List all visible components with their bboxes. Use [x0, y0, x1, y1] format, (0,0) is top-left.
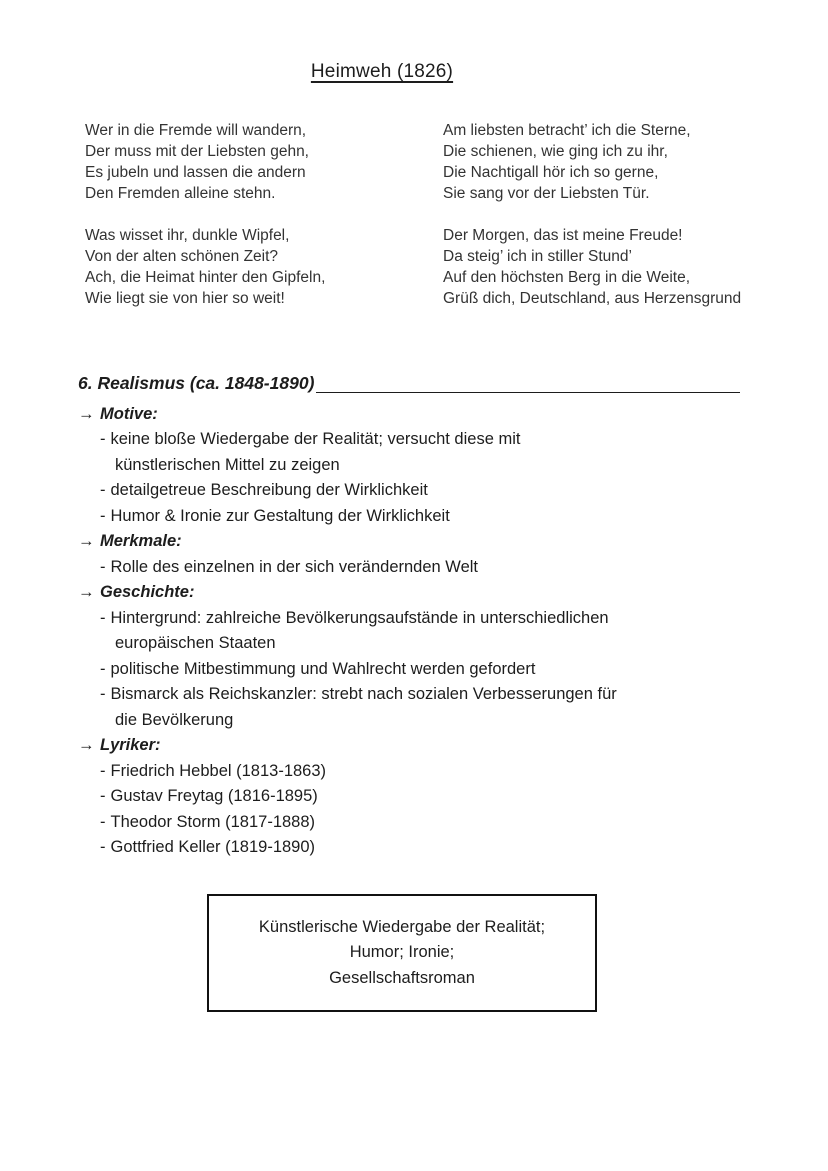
- title-wrap: [0, 0, 828, 83]
- point-text: Theodor Storm (1817-1888): [110, 812, 316, 831]
- dash-marker: -: [100, 838, 106, 856]
- heading-underline: [316, 371, 740, 393]
- section-item-lyriker: [78, 733, 740, 861]
- item-label-row: [78, 402, 740, 428]
- section-heading: 6. Realismus (ca. 1848-1890): [78, 373, 315, 393]
- poem-stanza: [85, 120, 443, 204]
- poem-line: Den Fremden alleine stehn.: [85, 185, 276, 202]
- point-text: Gustav Freytag (1816-1895): [110, 787, 318, 805]
- section-heading-row: [78, 371, 740, 397]
- poem: [0, 120, 828, 309]
- bullet-point: [78, 504, 740, 530]
- item-label: Merkmale:: [100, 532, 182, 550]
- poem-column-right: [443, 120, 828, 309]
- bullet-point: [78, 682, 740, 708]
- section-item-motive: [78, 402, 740, 530]
- bullet-point-continuation: [78, 453, 740, 479]
- arrow-right-icon: →: [78, 736, 95, 754]
- item-label-row: [78, 580, 740, 606]
- summary-line: Humor; Ironie;: [349, 943, 455, 961]
- bullet-point: [78, 759, 740, 785]
- dash-marker: -: [100, 430, 106, 448]
- point-text: Gottfried Keller (1819-1890): [110, 838, 316, 856]
- bullet-point-continuation: [78, 631, 740, 657]
- poem-stanza: [443, 225, 828, 309]
- poem-column-left: [85, 120, 443, 309]
- point-text: die Bevölkerung: [115, 710, 234, 729]
- item-label-row: [78, 733, 740, 759]
- point-text: detailgetreue Beschreibung der Wirklichkeit: [110, 481, 428, 499]
- arrow-right-icon: →: [78, 583, 95, 601]
- poem-line: Da steig’ ich in stiller Stund’: [443, 248, 632, 265]
- dash-marker: -: [100, 506, 106, 525]
- dash-marker: -: [100, 608, 106, 627]
- arrow-right-icon: →: [78, 404, 95, 423]
- poem-line: Wer in die Fremde will wandern,: [85, 122, 307, 139]
- dash-marker: -: [100, 557, 106, 576]
- poem-line: Der muss mit der Liebsten gehn,: [85, 143, 309, 160]
- bullet-point: [78, 810, 740, 836]
- bullet-point: [78, 427, 740, 453]
- point-text: Humor & Ironie zur Gestaltung der Wirklichkeit: [110, 506, 450, 525]
- bullet-point: [78, 835, 740, 861]
- poem-line: Von der alten schönen Zeit?: [85, 248, 279, 265]
- dash-marker: -: [100, 787, 106, 805]
- point-text: künstlerischen Mittel zu zeigen: [115, 455, 340, 474]
- item-label-row: [78, 529, 740, 555]
- poem-line: Die Nachtigall hör ich so gerne,: [443, 164, 659, 181]
- arrow-right-icon: →: [78, 532, 95, 550]
- summary-box: [207, 894, 597, 1013]
- bullet-point: [78, 478, 740, 504]
- realismus-section: [0, 371, 828, 861]
- point-text: Bismarck als Reichskanzler: strebt nach sozialen Verbesserungen für: [110, 685, 617, 703]
- poem-line: Auf den höchsten Berg in die Weite,: [443, 269, 691, 286]
- poem-line: Es jubeln und lassen die andern: [85, 164, 306, 181]
- poem-line: Was wisset ihr, dunkle Wipfel,: [85, 227, 290, 244]
- poem-line: Der Morgen, das ist meine Freude!: [443, 227, 683, 244]
- point-text: Friedrich Hebbel (1813-1863): [110, 761, 327, 780]
- bullet-point: [78, 555, 740, 581]
- summary-line: Gesellschaftsroman: [329, 968, 475, 987]
- bullet-point: [78, 657, 740, 683]
- item-label: Motive:: [100, 404, 158, 423]
- dash-marker: -: [100, 659, 106, 678]
- point-text: Hintergrund: zahlreiche Bevölkerungsaufstände in unterschiedlichen: [110, 608, 609, 627]
- point-text: Rolle des einzelnen in der sich verändernden Welt: [110, 557, 478, 576]
- poem-line: Die schienen, wie ging ich zu ihr,: [443, 143, 668, 160]
- poem-stanza: [85, 225, 443, 309]
- bullet-point-continuation: [78, 708, 740, 734]
- dash-marker: -: [100, 812, 106, 831]
- point-text: keine bloße Wiedergabe der Realität; versucht diese mit: [110, 430, 521, 448]
- point-text: politische Mitbestimmung und Wahlrecht werden gefordert: [110, 659, 536, 678]
- summary-line: Künstlerische Wiedergabe der Realität;: [258, 917, 546, 936]
- section-item-merkmale: [78, 529, 740, 580]
- section-item-geschichte: [78, 580, 740, 733]
- item-label: Geschichte:: [100, 583, 195, 601]
- bullet-point: [78, 606, 740, 632]
- dash-marker: -: [100, 761, 106, 780]
- item-label: Lyriker:: [100, 736, 161, 754]
- poem-line: Wie liegt sie von hier so weit!: [85, 290, 285, 307]
- dash-marker: -: [100, 685, 106, 703]
- poem-line: Ach, die Heimat hinter den Gipfeln,: [85, 269, 326, 286]
- poem-title: Heimweh (1826): [310, 61, 454, 82]
- poem-line: Grüß dich, Deutschland, aus Herzensgrund: [443, 290, 742, 307]
- poem-line: Am liebsten betracht’ ich die Sterne,: [443, 122, 691, 139]
- poem-line: Sie sang vor der Liebsten Tür.: [443, 185, 650, 202]
- point-text: europäischen Staaten: [115, 634, 276, 652]
- poem-stanza: [443, 120, 828, 204]
- bullet-point: [78, 784, 740, 810]
- dash-marker: -: [100, 481, 106, 499]
